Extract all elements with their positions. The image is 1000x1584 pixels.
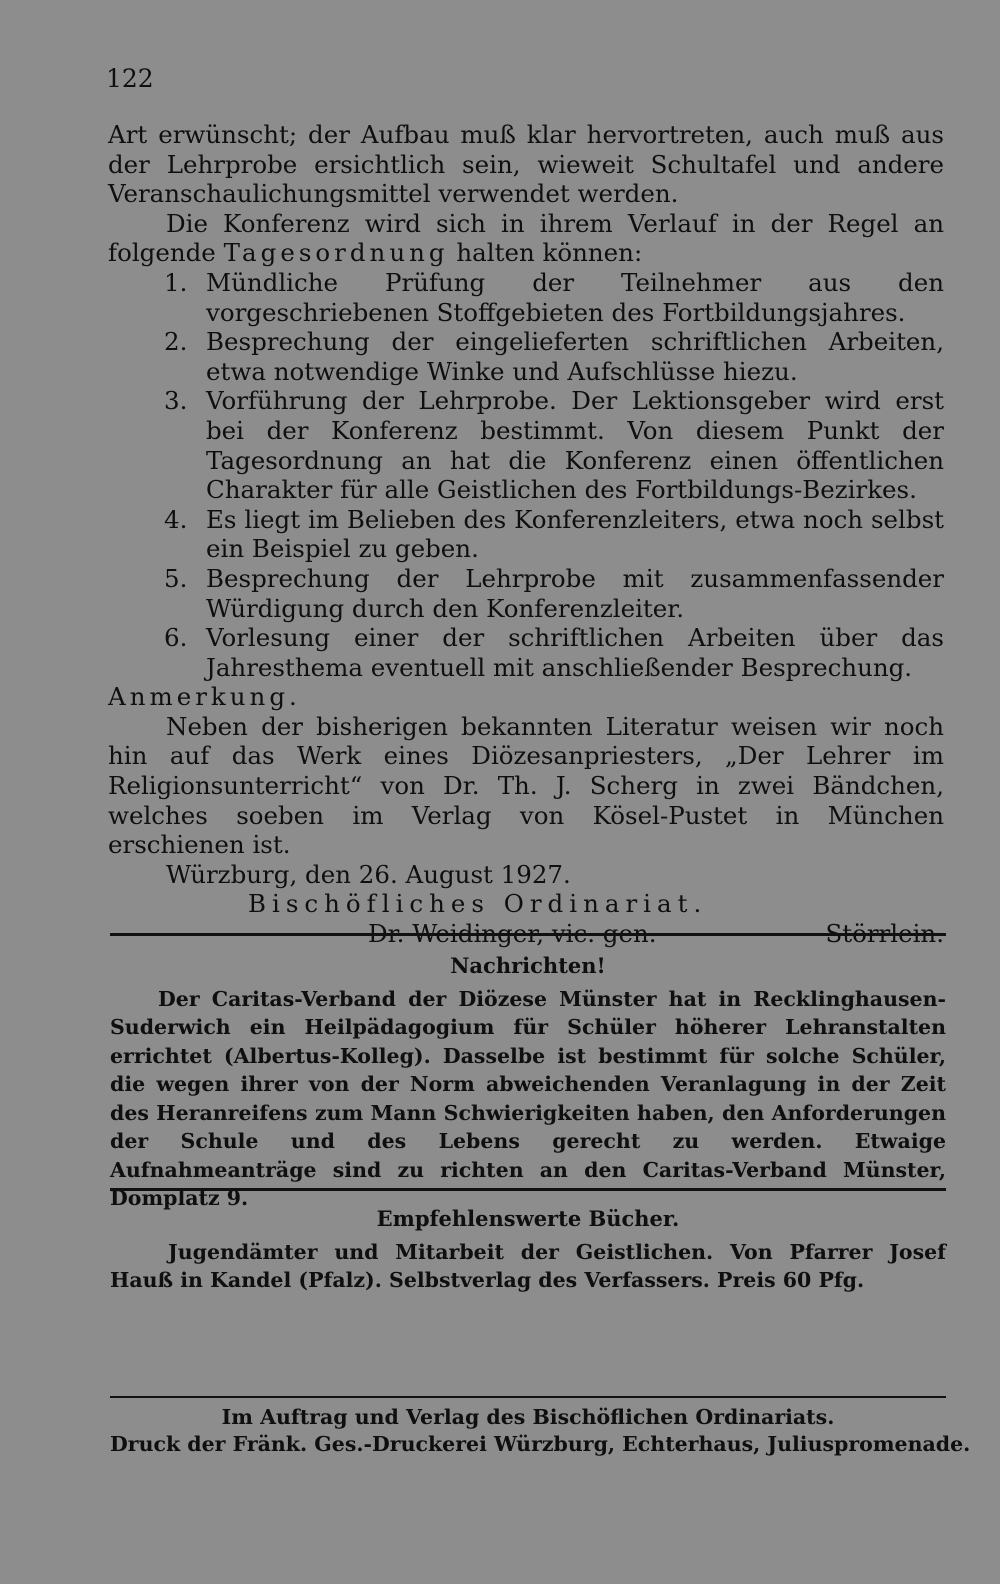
divider-imprint — [110, 1396, 946, 1398]
agenda-item-number: 5. — [164, 563, 188, 593]
page-number: 122 — [106, 64, 154, 93]
agenda-item-number: 2. — [164, 327, 188, 357]
agenda-item — [108, 623, 944, 682]
conference-paragraph — [108, 209, 944, 268]
book-details: Von Pfarrer Josef Hauß in Kandel (Pfalz). Selbstverlag des Verfassers. Preis 60 Pfg. — [110, 1239, 946, 1292]
agenda-item-number: 6. — [164, 623, 188, 653]
agenda-item — [108, 386, 944, 504]
agenda-item — [108, 327, 944, 386]
conference-tail: halten können: — [456, 238, 643, 268]
agenda-word: Tagesordnung — [223, 238, 449, 268]
news-heading: Nachrichten! — [450, 953, 606, 978]
news-section — [110, 952, 946, 1213]
agenda-item-number: 1. — [164, 267, 188, 297]
imprint — [110, 1404, 971, 1458]
book-entry — [110, 1238, 946, 1295]
signature-right: Störrlein. — [825, 919, 944, 949]
agenda-item-number: 4. — [164, 504, 188, 534]
agenda-item-text: Besprechung der Lehrprobe mit zusammenfassender Würdigung durch den Konferenzleiter. — [206, 563, 944, 623]
agenda-item-text: Mündliche Prüfung der Teilnehmer aus den vorgeschriebenen Stoffgebieten des Fortbildungsjahres. — [206, 267, 944, 327]
note-paragraph: Neben der bisherigen bekannten Literatur weisen wir noch hin auf das Werk eines Diözesanpriesters, „Der Lehrer im Religionsunterricht“ von Dr. Th. J. Scherg in zwei Bändchen, welches soeben im Verlag von Kösel-Pustet in München erschienen ist. — [108, 711, 944, 860]
agenda-item-text: Vorführung der Lehrprobe. Der Lektionsgeber wird erst bei der Konferenz bestimmt. Von diesem Punkt der Tagesordnung an hat die Konferenz einen öffentlichen Charakter für alle Geistlichen des Fortbildungs-Bezirkes. — [206, 386, 944, 505]
imprint-line-1: Im Auftrag und Verlag des Bischöflichen Ordinariats. — [221, 1405, 835, 1429]
news-paragraph: Der Caritas-Verband der Diözese Münster hat in Recklinghausen-Suderwich ein Heilpädagogium für Schüler höherer Lehranstalten errichtet (Albertus-Kolleg). Dasselbe ist bestimmt für solche Schüler, die wegen ihrer von der Norm abweichenden Veranlagung in der Zeit des Heranreifens zum Mann Schwierigkeiten haben, den Anforderungen der Schule und des Lebens gerecht zu werden. Etwaige Aufnahmeanträge sind zu richten an den Caritas-Verband Münster, Domplatz 9. — [110, 986, 946, 1210]
agenda-item — [108, 505, 944, 564]
divider-news — [110, 933, 946, 936]
authority-line: Bischöfliches Ordinariat. — [248, 889, 708, 919]
agenda-item — [108, 564, 944, 623]
agenda-item — [108, 268, 944, 327]
agenda-item-text: Besprechung der eingelieferten schriftlichen Arbeiten, etwa notwendige Winke und Aufschlüsse hiezu. — [206, 327, 944, 386]
divider-books — [110, 1188, 946, 1191]
books-heading: Empfehlenswerte Bücher. — [376, 1206, 680, 1231]
place-date: Würzburg, den 26. August 1927. — [166, 859, 571, 889]
agenda-item-number: 3. — [164, 386, 188, 416]
imprint-line-2: Druck der Fränk. Ges.-Druckerei Würzburg, Echterhaus, Juliuspromenade. — [110, 1432, 971, 1456]
book-title: Jugendämter und Mitarbeit der Geistlichen. — [168, 1239, 714, 1264]
agenda-item-text: Es liegt im Belieben des Konferenzleiters, etwa noch selbst ein Beispiel zu geben. — [206, 504, 944, 564]
signature-left: Dr. Weidinger, vic. gen. — [368, 919, 657, 949]
conference-lead: Die Konferenz wird sich in ihrem Verlauf in der Regel an folgende — [108, 208, 944, 268]
main-text — [108, 120, 944, 949]
note-heading: Anmerkung. — [108, 682, 301, 712]
intro-paragraph: Art erwünscht; der Aufbau muß klar hervortreten, auch muß aus der Lehrprobe ersichtlich sein, wieweit Schultafel und andere Veranschaulichungsmittel verwendet werden. — [108, 120, 944, 209]
agenda-item-text: Vorlesung einer der schriftlichen Arbeiten über das Jahresthema eventuell mit anschließender Besprechung. — [206, 623, 944, 682]
books-section — [110, 1205, 946, 1295]
agenda-list — [108, 268, 944, 682]
